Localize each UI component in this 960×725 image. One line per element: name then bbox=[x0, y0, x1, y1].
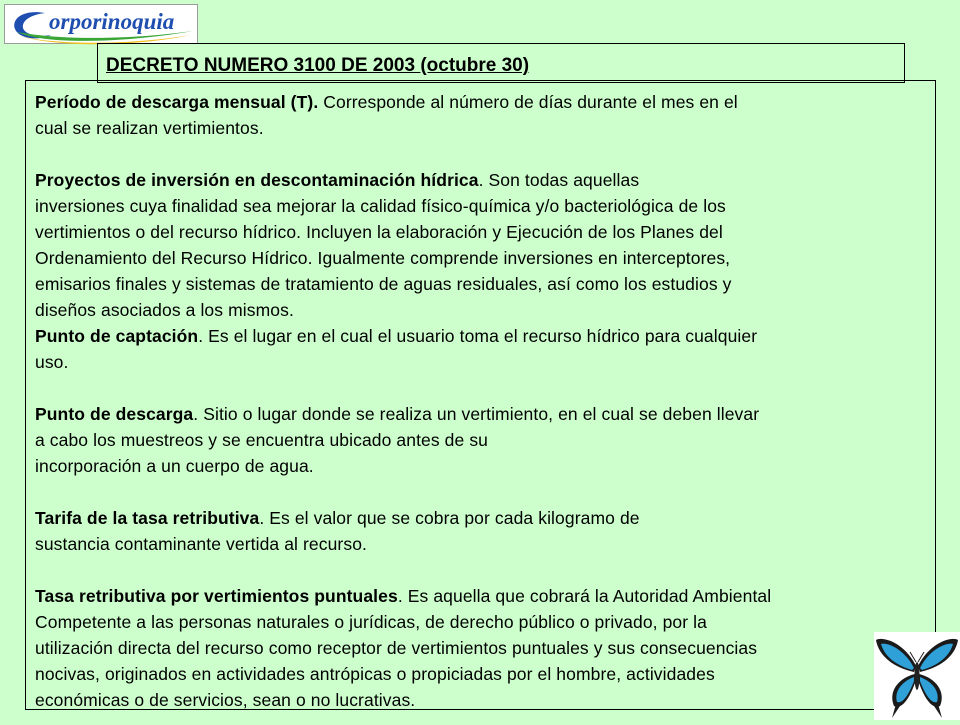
definition-line: inversiones cuya finalidad sea mejorar la calidad físico-química y/o bacteriológica de los bbox=[35, 196, 726, 216]
definition-line: vertimientos o del recurso hídrico. Incluyen la elaboración y Ejecución de los Planes del bbox=[35, 222, 723, 242]
definition-line: cual se realizan vertimientos. bbox=[35, 118, 264, 138]
definition-descarga bbox=[35, 401, 935, 479]
definition-line: diseños asociados a los mismos. bbox=[35, 300, 294, 320]
definition-line: nocivas, originados en actividades antrópicas o propiciadas por el hombre, actividades bbox=[35, 664, 715, 684]
definition-term: Tasa retributiva por vertimientos puntuales bbox=[35, 586, 398, 606]
definition-line: incorporación a un cuerpo de agua. bbox=[35, 456, 314, 476]
definition-line: Competente a las personas naturales o jurídicas, de derecho público o privado, por la bbox=[35, 612, 707, 632]
definition-term: Período de descarga mensual (T). bbox=[35, 92, 319, 112]
definition-line: . Es el lugar en el cual el usuario toma el recurso hídrico para cualquier bbox=[198, 326, 758, 346]
logo-text: orporinoquia bbox=[49, 9, 175, 34]
definition-captacion bbox=[35, 323, 935, 375]
definition-line: . Es el valor que se cobra por cada kilogramo de bbox=[259, 508, 640, 528]
definition-line: emisarios finales y sistemas de tratamiento de aguas residuales, así como los estudios y bbox=[35, 274, 732, 294]
corporinoquia-logo bbox=[4, 4, 198, 44]
definition-tarifa bbox=[35, 505, 935, 557]
definition-line: . Sitio o lugar donde se realiza un vertimiento, en el cual se deben llevar bbox=[193, 404, 760, 424]
definition-line: Ordenamiento del Recurso Hídrico. Igualmente comprende inversiones en interceptores, bbox=[35, 248, 731, 268]
definition-term: Proyectos de inversión en descontaminación hídrica bbox=[35, 170, 479, 190]
definition-tasa bbox=[35, 583, 935, 713]
definition-line: . Es aquella que cobrará la Autoridad Ambiental bbox=[397, 586, 772, 606]
title-box bbox=[97, 43, 905, 83]
definition-periodo bbox=[35, 89, 935, 141]
definition-term: Tarifa de la tasa retributiva bbox=[35, 508, 260, 528]
definition-proyectos bbox=[35, 167, 935, 323]
definition-term: Punto de descarga bbox=[35, 404, 194, 424]
definition-line: utilización directa del recurso como receptor de vertimientos puntuales y sus consecuencias bbox=[35, 638, 758, 658]
definition-line: uso. bbox=[35, 352, 69, 372]
definition-line: sustancia contaminante vertida al recurso. bbox=[35, 534, 368, 554]
butterfly-icon bbox=[874, 632, 960, 720]
page-title: DECRETO NUMERO 3100 DE 2003 (octubre 30) bbox=[106, 55, 530, 76]
definition-line: económicas o de servicios, sean o no lucrativas. bbox=[35, 690, 416, 710]
definition-line: a cabo los muestreos y se encuentra ubicado antes de su bbox=[35, 430, 488, 450]
definitions-text bbox=[35, 89, 935, 713]
content-box bbox=[25, 80, 936, 710]
definition-line: Corresponde al número de días durante el mes en el bbox=[318, 92, 738, 112]
definition-term: Punto de captación bbox=[35, 326, 199, 346]
definition-line: . Son todas aquellas bbox=[478, 170, 640, 190]
